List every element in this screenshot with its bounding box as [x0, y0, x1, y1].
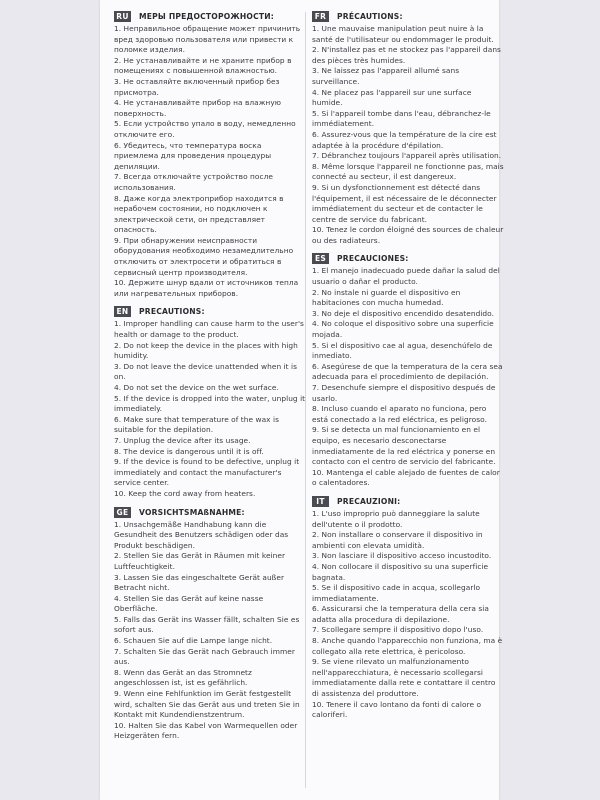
language-badge: IT [312, 496, 329, 507]
section-heading [312, 495, 504, 508]
precaution-item: 7. Всегда отключайте устройство после использования. [114, 172, 273, 192]
precaution-item: 7. Desenchufe siempre el dispositivo después de usarlo. [312, 383, 496, 403]
precaution-item: 7. Schalten Sie das Gerät nach Gebrauch immer aus. [114, 646, 295, 667]
precaution-item: 6. Schauen Sie auf die Lampe lange nicht. [114, 636, 273, 646]
precaution-item: 4. Ne placez pas l'appareil sur une surface humide. [312, 87, 472, 108]
precaution-item: 7. Unplug the device after its usage. [114, 435, 251, 445]
section-fr [312, 10, 504, 246]
section-ge [114, 506, 306, 742]
precaution-item: 1. Improper handling can cause harm to the user's health or damage to the product. [114, 319, 304, 340]
language-badge: RU [114, 11, 131, 22]
precaution-item: 6. Assurez-vous que la température de la cire est adaptée à la procédure d'épilation. [312, 129, 497, 150]
precaution-item: 8. Anche quando l'apparecchio non funziona, ma è collegato alla rete elettrica, è pericoloso. [312, 636, 503, 656]
language-badge: ES [312, 253, 329, 264]
section-ru [114, 10, 306, 299]
precaution-item: 2. N'installez pas et ne stockez pas l'appareil dans des pièces très humides. [312, 45, 501, 65]
precaution-item: 9. Si se detecta un mal funcionamiento en el equipo, es necesario desconectarse inmediatamente de la red eléctrica y ponerse en contacto con el centro de servicio del fabricante. [312, 425, 496, 467]
precaution-item: 1. Unsachgemäße Handhabung kann die Gesundheit des Benutzers schädigen oder das Produkt beschädigen. [114, 519, 289, 550]
precaution-list [312, 509, 504, 721]
precaution-item: 4. Do not set the device on the wet surface. [114, 383, 279, 392]
right-column [312, 10, 504, 727]
precaution-item: 2. Non installare o conservare il dispositivo in ambienti con elevata umidità. [312, 530, 483, 550]
precaution-item: 3. Ne laissez pas l'appareil allumé sans surveillance. [312, 66, 460, 86]
precaution-item: 10. Tenez le cordon éloigné des sources de chaleur ou des radiateurs. [312, 225, 504, 245]
precaution-item: 10. Tenere il cavo lontano da fonti di calore o caloriferi. [312, 699, 482, 720]
language-badge: EN [114, 306, 131, 317]
precaution-item: 5. Si l'appareil tombe dans l'eau, débranchez-le immédiatement. [312, 108, 491, 129]
section-es [312, 252, 504, 488]
section-heading [312, 10, 504, 23]
precaution-item: 9. If the device is found to be defective, unplug it immediately and contact the manufacturer's service center. [114, 457, 300, 488]
precaution-item: 10. Keep the cord away from heaters. [114, 488, 256, 498]
precaution-item: 10. Mantenga el cable alejado de fuentes de calor o calentadores. [312, 467, 500, 488]
precaution-item: 1. Une mauvaise manipulation peut nuire à la santé de l'utilisateur ou endommager le produit. [312, 24, 494, 44]
precaution-list [312, 266, 504, 488]
precaution-item: 6. Убедитесь, что температура воска приемлема для проведения процедуры депиляции. [114, 140, 272, 171]
precaution-item: 4. Не устанавливайте прибор на влажную поверхность. [114, 98, 282, 118]
section-heading [114, 10, 306, 23]
precaution-item: 8. Incluso cuando el aparato no funciona, pero está conectado a la red eléctrica, es peligroso. [312, 404, 487, 424]
precaution-list [114, 24, 306, 299]
precaution-item: 1. Неправильное обращение может причинить вред здоровью пользователя или привести к поломке изделия. [114, 24, 301, 55]
instruction-leaflet [100, 0, 504, 800]
precaution-item: 6. Make sure that temperature of the wax is suitable for the depilation. [114, 414, 279, 435]
precaution-item: 7. Débranchez toujours l'appareil après utilisation. [312, 151, 502, 161]
precaution-item: 10. Держите шнур вдали от источников тепла или нагревательных приборов. [114, 278, 299, 298]
precaution-item: 8. Même lorsque l'appareil ne fonctionne pas, mais connecté au secteur, il est dangereux. [312, 161, 504, 182]
precaution-item: 9. Si un dysfonctionnement est détecté dans l'équipement, il est nécessaire de le déconnecter immédiatement du secteur et de contacter le centre de service du fabricant. [312, 182, 497, 224]
precaution-list [114, 520, 306, 742]
precaution-list [312, 24, 504, 246]
precaution-item: 10. Halten Sie das Kabel von Warmequellen oder Heizgeräten fern. [114, 720, 298, 741]
precaution-item: 8. Wenn das Gerät an das Stromnetz angeschlossen ist, ist es gefährlich. [114, 667, 252, 688]
precaution-item: 3. Non lasciare il dispositivo acceso incustodito. [312, 551, 492, 561]
precaution-item: 1. L'uso improprio può danneggiare la salute dell'utente o il prodotto. [312, 508, 480, 529]
precaution-item: 9. При обнаружении неисправности оборудования необходимо незамедлительно отключить от электросети и обратиться в сервисный центр производителя. [114, 235, 294, 277]
section-title: VORSICHTSMAßNAHME: [139, 507, 245, 517]
precaution-item: 4. Non collocare il dispositivo su una superficie bagnata. [312, 561, 489, 582]
precaution-item: 6. Assicurarsi che la temperatura della cera sia adatta alla procedura di depilazione. [312, 604, 489, 624]
language-badge: FR [312, 11, 329, 22]
section-en [114, 305, 306, 499]
precaution-item: 3. No deje el dispositivo encendido desatendido. [312, 308, 495, 318]
precaution-item: 9. Wenn eine Fehlfunktion im Gerät festgestellt wird, schalten Sie das Gerät aus und treten Sie in Kontakt mit Kundendienstzentrum. [114, 689, 300, 720]
section-title: PRÉCAUTIONS: [337, 12, 403, 21]
precaution-item: 5. Если устройство упало в воду, немедленно отключите его. [114, 119, 296, 139]
precaution-item: 1. El manejo inadecuado puede dañar la salud del usuario o dañar el producto. [312, 266, 500, 287]
section-it [312, 495, 504, 721]
section-title: PRECAUTIONS: [139, 307, 205, 317]
section-title: МЕРЫ ПРЕДОСТОРОЖНОСТИ: [139, 12, 275, 21]
precaution-item: 5. Se il dispositivo cade in acqua, scollegarlo immediatamente. [312, 583, 481, 603]
section-title: PRECAUZIONI: [337, 496, 401, 506]
precaution-item: 8. The device is dangerous until it is off. [114, 446, 264, 456]
precaution-item: 2. Stellen Sie das Gerät in Räumen mit keiner Luftfeuchtigkeit. [114, 551, 286, 571]
precaution-item: 4. No coloque el dispositivo sobre una superficie mojada. [312, 319, 494, 340]
section-heading [312, 252, 504, 265]
precaution-item: 5. If the device is dropped into the water, unplug it immediately. [114, 393, 306, 414]
precaution-item: 3. Lassen Sie das eingeschaltete Gerät außer Betracht nicht. [114, 572, 285, 593]
section-heading [114, 305, 306, 318]
precaution-item: 5. Si el dispositivo cae al agua, desenchúfelo de inmediato. [312, 340, 493, 361]
language-badge: GE [114, 507, 131, 518]
left-column [114, 10, 306, 748]
precaution-item: 7. Scollegare sempre il dispositivo dopo l'uso. [312, 625, 484, 635]
precaution-item: 5. Falls das Gerät ins Wasser fällt, schalten Sie es sofort aus. [114, 614, 300, 635]
precaution-item: 6. Asegúrese de que la temperatura de la cera sea adecuada para el procedimiento de depilación. [312, 361, 503, 382]
precaution-item: 3. Do not leave the device unattended when it is on. [114, 361, 298, 382]
precaution-item: 8. Даже когда электроприбор находится в нерабочем состоянии, но подключен к электрической сети, он представляет опасность. [114, 193, 284, 235]
precaution-item: 2. No instale ni guarde el dispositivo en habitaciones con mucha humedad. [312, 287, 461, 308]
precaution-item: 3. Не оставляйте включенный прибор без присмотра. [114, 76, 280, 97]
section-title: PRECAUCIONES: [337, 254, 409, 264]
precaution-item: 9. Se viene rilevato un malfunzionamento nell'apparecchiatura, è necessario scollegarsi immediatamente dalla rete e contattare il centro di assistenza del produttore. [312, 657, 496, 699]
precaution-item: 2. Do not keep the device in the places with high humidity. [114, 340, 298, 361]
section-heading [114, 506, 306, 519]
precaution-item: 2. Не устанавливайте и не храните прибор в помещениях с повышенной влажностью. [114, 55, 292, 76]
precaution-item: 4. Stellen Sie das Gerät auf keine nasse Oberfläche. [114, 593, 264, 614]
precaution-list [114, 319, 306, 499]
